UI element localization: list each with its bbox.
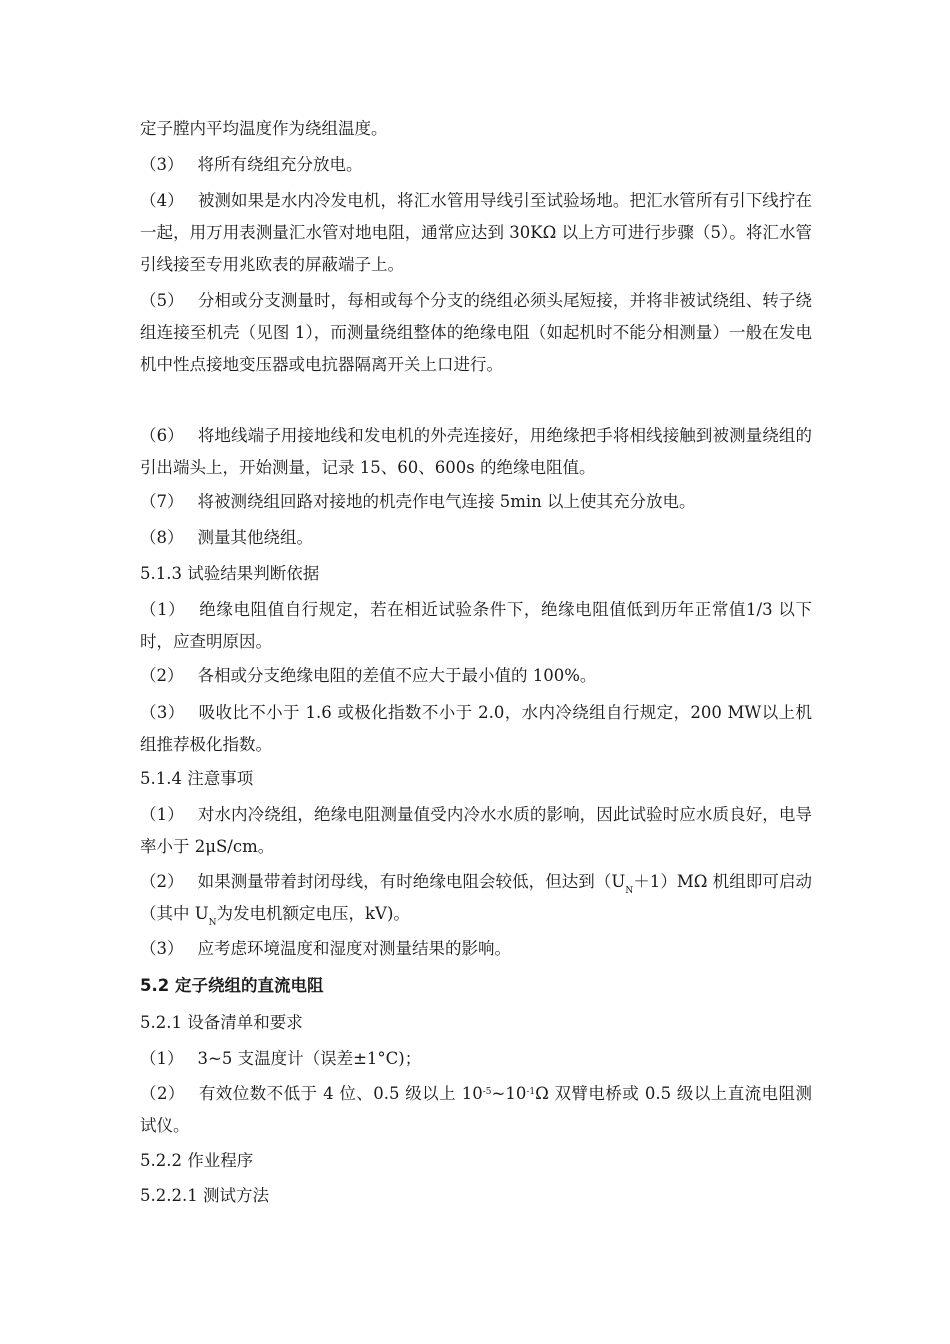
- list-number: （4）: [140, 191, 184, 210]
- list-number: （3）: [140, 703, 185, 722]
- list-number: （6）: [140, 426, 184, 445]
- list-number: （2）: [140, 666, 184, 685]
- step-6-grounding: [140, 420, 812, 484]
- criteria-1: [140, 594, 812, 658]
- equipment-1: [140, 1043, 812, 1075]
- paragraph-text: 吸收比不小于 1.6 或极化指数不小于 2.0，水内冷绕组自行规定，200 MW以上机组推荐极化指数。: [140, 703, 812, 754]
- section-heading-5-2-2: [140, 1145, 812, 1177]
- criteria-3: [140, 697, 812, 761]
- step-8-other-windings: [140, 522, 812, 554]
- note-1: [140, 799, 812, 863]
- step-3-discharge: [140, 149, 812, 181]
- paragraph-text: 为发电机额定电压，kV)。: [216, 904, 410, 923]
- step-5-phase-measurement: [140, 285, 812, 381]
- list-number: （8）: [140, 528, 184, 547]
- section-heading-text: 5.1.3 试验结果判断依据: [140, 564, 320, 583]
- paragraph-text: 定子膛内平均温度作为绕组温度。: [140, 119, 388, 138]
- paragraph-text: 3~5 支温度计（误差±1°C)；: [197, 1049, 422, 1068]
- section-heading-5-2-1: [140, 1007, 812, 1039]
- paragraph-text: 有效位数不低于 4 位、0.5 级以上 10: [198, 1084, 483, 1103]
- list-number: （5）: [140, 291, 184, 310]
- paragraph-text: ＋1）MΩ 机组即可启动（其中 U: [140, 872, 813, 923]
- paragraph-text: Ω 双臂电桥或 0.5 级以上直流电阻测试仪。: [140, 1084, 813, 1135]
- list-number: （3）: [140, 939, 184, 958]
- paragraph-text: 如果测量带着封闭母线，有时绝缘电阻会较低，但达到（U: [197, 872, 626, 891]
- list-number: （1）: [140, 805, 184, 824]
- paragraph-text: 被测如果是水内冷发电机，将汇水管用导线引至试验场地。把汇水管所有引下线拧在一起，用万用表测量汇水管对地电阻，通常应达到 30KΩ 以上方可进行步骤（5）。将汇水管引线接至专用兆欧表的屏蔽端子上。: [140, 191, 813, 274]
- superscript: -1: [526, 1087, 536, 1097]
- criteria-2: [140, 660, 812, 692]
- section-heading-text: 5.2.1 设备清单和要求: [140, 1013, 303, 1032]
- paragraph-text: 分相或分支测量时，每相或每个分支的绕组必须头尾短接，并将非被试绕组、转子绕组连接至机壳（见图 1），而测量绕组整体的绝缘电阻（如起机时不能分相测量）一般在发电机中性点接地变压器或电抗器隔离开关上口进行。: [140, 291, 813, 374]
- paragraph-text: 对水内冷绕组，绝缘电阻测量值受内冷水水质的影响，因此试验时应水质良好，电导率小于 2μS/cm。: [140, 805, 813, 856]
- list-number: （1）: [140, 1049, 184, 1068]
- paragraph-text: 将所有绕组充分放电。: [197, 155, 363, 174]
- paragraph-text: 将被测绕组回路对接地的机壳作电气连接 5min 以上使其充分放电。: [197, 492, 696, 511]
- subscript: N: [625, 886, 634, 896]
- step-4-water-cooled: [140, 185, 812, 281]
- paragraph-text: ~10: [491, 1084, 527, 1103]
- list-number: （2）: [140, 872, 184, 891]
- section-heading-text: 5.1.4 注意事项: [140, 769, 254, 788]
- section-heading-5-2-2-1: [140, 1180, 812, 1212]
- superscript: -5: [482, 1087, 492, 1097]
- paragraph-continuation: [140, 113, 812, 145]
- list-number: （7）: [140, 492, 184, 511]
- step-7-discharge: [140, 486, 812, 518]
- paragraph-text: 测量其他绕组。: [197, 528, 313, 547]
- paragraph-text: 应考虑环境温度和湿度对测量结果的影响。: [197, 939, 511, 958]
- section-heading-text: 5.2 定子绕组的直流电阻: [140, 976, 324, 995]
- section-heading-5-2: [140, 970, 812, 1002]
- list-number: （1）: [140, 600, 186, 619]
- list-number: （2）: [140, 1084, 185, 1103]
- section-heading-5-1-4: [140, 763, 812, 795]
- section-heading-5-1-3: [140, 558, 812, 590]
- list-number: （3）: [140, 155, 184, 174]
- paragraph-text: 各相或分支绝缘电阻的差值不应大于最小值的 100%。: [197, 666, 597, 685]
- paragraph-text: 将地线端子用接地线和发电机的外壳连接好，用绝缘把手将相线接触到被测量绕组的引出端头上，开始测量，记录 15、60、600s 的绝缘电阻值。: [140, 426, 813, 477]
- paragraph-text: 绝缘电阻值自行规定，若在相近试验条件下，绝缘电阻值低到历年正常值1/3 以下时，应查明原因。: [140, 600, 812, 651]
- note-2: [140, 866, 812, 930]
- note-3: [140, 933, 812, 965]
- equipment-2: [140, 1078, 812, 1142]
- section-heading-text: 5.2.2.1 测试方法: [140, 1186, 269, 1205]
- section-heading-text: 5.2.2 作业程序: [140, 1151, 254, 1170]
- subscript: N: [208, 918, 217, 928]
